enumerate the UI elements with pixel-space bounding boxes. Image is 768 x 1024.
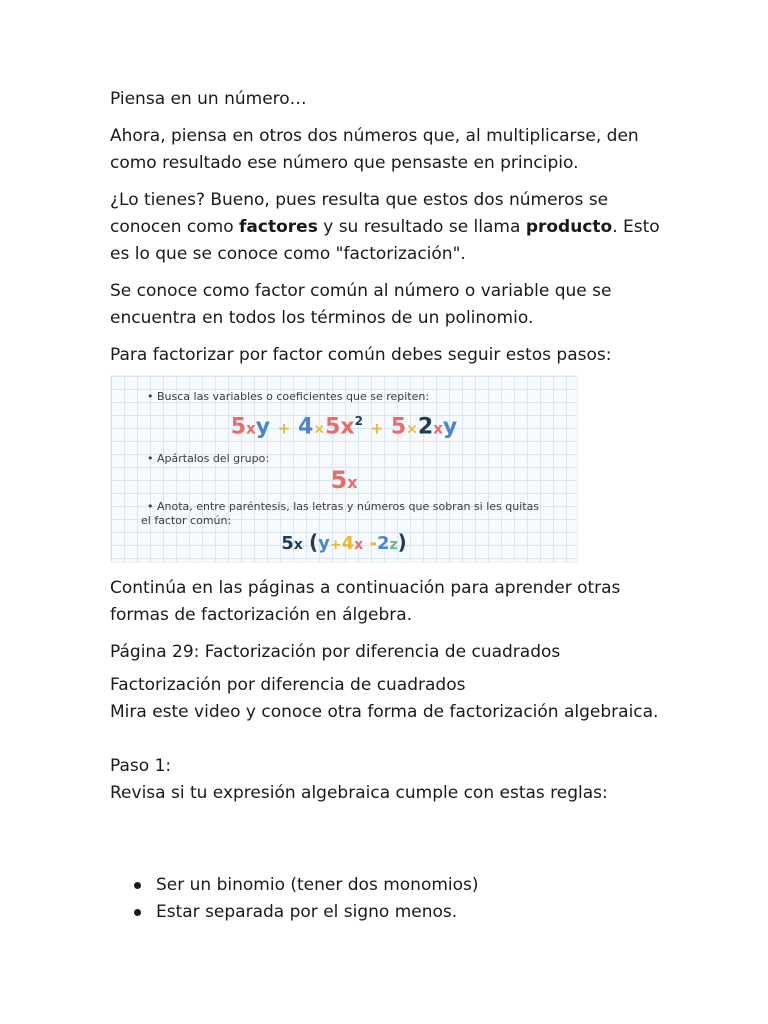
expr-term2-coef: 4 (298, 414, 314, 440)
factores-text-before: ¿Lo tienes? Bueno, pues resulta que estos dos números se conocen como (110, 190, 609, 237)
expr-term2-exp: 2 (354, 414, 363, 428)
figure-step-2: • Apártalos del grupo: (147, 452, 270, 465)
factores-text-middle: y su resultado se llama (317, 217, 526, 237)
rule-text: Estar separada por el signo menos. (156, 902, 458, 922)
rules-list (110, 872, 670, 926)
bullet-icon (134, 882, 141, 889)
paso-1-text: Revisa si tu expresión algebraica cumple con estas reglas: (110, 783, 608, 803)
diferencia-cuadrados-heading: Factorización por diferencia de cuadrados (110, 675, 466, 695)
paragraph-ahora: Ahora, piensa en otros dos números que, al multiplicarse, den como resultado ese número que pensaste en principio. (110, 126, 639, 173)
common-var: x (347, 473, 358, 492)
result-x: x (354, 537, 364, 553)
producto-bold: producto (525, 217, 613, 237)
expr-plus-1: + (277, 419, 291, 438)
result-coef: 5 (281, 533, 294, 554)
rule-text: Ser un binomio (tener dos monomios) (156, 875, 479, 895)
expr-term2-x: x (340, 414, 355, 440)
expr-times-1: × (313, 421, 326, 438)
result-var: x (293, 537, 303, 553)
result-z: z (389, 537, 398, 553)
bullet-icon (134, 909, 141, 916)
common-coef: 5 (330, 466, 348, 494)
list-item (110, 872, 670, 899)
paso-1-label: Paso 1: (110, 756, 172, 776)
intro-text: Piensa en un número… (110, 89, 307, 109)
expr-term3-x: x (433, 419, 443, 438)
result-plus: + (329, 537, 342, 553)
expr-term1-y: y (255, 414, 271, 440)
figure-common-factor (111, 466, 577, 494)
expr-plus-2: + (370, 419, 384, 438)
expr-term1-coef: 5 (230, 414, 247, 440)
pagina-29-heading: Página 29: Factorización por diferencia de cuadrados (110, 642, 561, 662)
document-page (110, 86, 670, 926)
paragraph-factores (110, 187, 670, 268)
mira-video-text: Mira este video y conoce otra forma de factorización algebraica. (110, 702, 659, 722)
list-item (110, 899, 670, 926)
factor-comun-figure (110, 375, 578, 563)
result-open-paren: ( (309, 530, 319, 554)
factores-text-after: . Esto es lo que se conoce como "factorización". (110, 217, 660, 264)
expr-term1-x: x (246, 419, 256, 438)
expr-times-2: × (406, 421, 418, 438)
factores-bold: factores (239, 217, 318, 237)
expr-term3-coef2: 2 (417, 414, 434, 440)
expr-term3-y: y (442, 414, 458, 440)
figure-step-3-line-2: el factor común: (141, 514, 232, 527)
expr-term2-coef2: 5 (325, 414, 341, 440)
paragraph-pasos: Para factorizar por factor común debes seguir estos pasos: (110, 345, 612, 365)
figure-result (111, 530, 577, 554)
result-two: 2 (376, 533, 390, 554)
figure-expression (111, 414, 577, 439)
figure-step-3-line-1: • Anota, entre paréntesis, las letras y números que sobran si les quitas (147, 500, 540, 513)
paragraph-continua: Continúa en las páginas a continuación para aprender otras formas de factorización en álgebra. (110, 578, 621, 625)
figure-step-1: • Busca las variables o coeficientes que se repiten: (147, 390, 430, 403)
result-four: 4 (341, 533, 355, 554)
result-minus: - (369, 533, 377, 554)
result-y: y (318, 533, 330, 554)
result-close-paren: ) (397, 530, 407, 554)
expr-term3-coef: 5 (390, 414, 407, 440)
paragraph-factor-comun: Se conoce como factor común al número o variable que se encuentra en todos los términos de un polinomio. (110, 281, 612, 328)
